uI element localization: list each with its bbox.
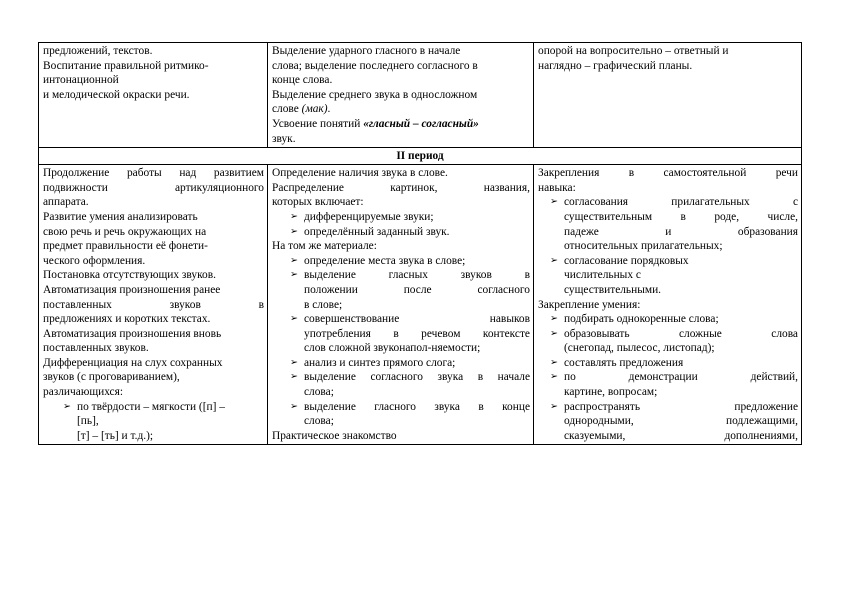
table-row-main xyxy=(39,165,802,445)
arrow-bullet-icon: ➢ xyxy=(290,314,298,325)
text-line: положении после согласного xyxy=(304,283,530,296)
arrow-bullet-icon: ➢ xyxy=(290,211,298,222)
arrow-bullet-icon: ➢ xyxy=(550,372,558,383)
arrow-bullet-icon: ➢ xyxy=(550,314,558,325)
text-line: распространять предложение xyxy=(564,400,798,413)
text-line: звук. xyxy=(272,132,296,145)
text-line: Постановка отсутствующих звуков. xyxy=(43,269,216,282)
cell-top-col2 xyxy=(268,43,534,148)
text-line: Закрепление умения: xyxy=(538,298,641,311)
text-line: Автоматизация произношения ранее xyxy=(43,283,221,296)
list-item xyxy=(538,400,798,444)
text-line: однородными, подлежащими, xyxy=(564,415,798,428)
text-line: Дифференциация на слух сохранных xyxy=(43,356,223,369)
list-item xyxy=(272,268,530,312)
text-line: [пь], xyxy=(77,415,99,428)
text-line: картине, вопросам; xyxy=(564,386,658,399)
text-line: ческого оформления. xyxy=(43,254,146,267)
text-line: слова; xyxy=(304,415,334,428)
text-line: Воспитание правильной ритмико- xyxy=(43,59,209,72)
text-line: аппарата. xyxy=(43,196,89,209)
concept-term: «гласный – согласный» xyxy=(363,117,479,130)
arrow-bullet-icon: ➢ xyxy=(550,401,558,412)
text-line: Определение наличия звука в слове. xyxy=(272,167,448,180)
period-heading: II период xyxy=(39,148,802,165)
text-line: звуков (с проговариванием), xyxy=(43,371,180,384)
text-line-mak xyxy=(272,102,530,117)
text-line-concept xyxy=(272,117,530,132)
text-line: Развитие умения анализировать xyxy=(43,210,198,223)
list-item-text xyxy=(77,400,264,444)
list-item-text xyxy=(564,370,798,399)
text-line: интонационной xyxy=(43,74,119,87)
list-item-text: определение места звука в слове; xyxy=(304,254,466,267)
arrow-bullet-icon: ➢ xyxy=(550,255,558,266)
text-line: сказуемыми, дополнениями, xyxy=(564,429,798,442)
list-item xyxy=(272,210,530,225)
text-line: слова; xyxy=(304,386,334,399)
text-line: относительных прилагательных; xyxy=(564,240,723,253)
list-item xyxy=(538,327,798,356)
text-line: слова; выделение последнего согласного в xyxy=(272,59,478,72)
list-item xyxy=(538,195,798,253)
speech-therapy-plan-table xyxy=(38,42,802,445)
text-line: совершенствование навыков xyxy=(304,313,530,326)
list-item-text xyxy=(304,400,530,429)
text-line: Выделение среднего звука в односложном xyxy=(272,88,478,101)
text-line: Закрепления в самостоятельной речи xyxy=(538,167,798,180)
arrow-bullet-icon: ➢ xyxy=(63,401,71,412)
cell-top-col1 xyxy=(39,43,268,148)
cell-main-col2 xyxy=(268,165,534,445)
text-line: Распределение картинок, названия, xyxy=(272,181,530,194)
table-row-period xyxy=(39,148,802,165)
text-line: свою речь и речь окружающих на xyxy=(43,225,207,238)
arrow-bullet-icon: ➢ xyxy=(290,357,298,368)
arrow-bullet-icon: ➢ xyxy=(290,372,298,383)
list-item-text xyxy=(564,327,798,356)
text-line: опорой на вопросительно – ответный и xyxy=(538,45,729,57)
text-line: (снегопад, пылесос, листопад); xyxy=(564,342,715,355)
arrow-bullet-icon: ➢ xyxy=(550,328,558,339)
arrow-bullet-icon: ➢ xyxy=(290,226,298,237)
arrow-bullet-icon: ➢ xyxy=(290,255,298,266)
list-item-text: дифференцируемые звуки; xyxy=(304,210,434,223)
text-line: На том же материале: xyxy=(272,240,377,253)
example-word: (мак) xyxy=(301,103,328,116)
text-line: числительных с xyxy=(564,269,641,282)
text-line: образовывать сложные слова xyxy=(564,327,798,340)
text-line: существительным в роде, числе, xyxy=(564,210,798,223)
text-line: предмет правильности её фонети- xyxy=(43,240,208,253)
list-item xyxy=(538,254,798,298)
table-row-top xyxy=(39,43,802,148)
text-line: в слове; xyxy=(304,298,343,311)
list-item xyxy=(272,254,530,269)
text-line: Автоматизация произношения вновь xyxy=(43,327,222,340)
list-item-text xyxy=(564,195,798,253)
text-fragment: Усвоение понятий xyxy=(272,117,364,130)
list-item xyxy=(272,400,530,429)
text-line: поставленных звуков в xyxy=(43,298,264,311)
list-item-text xyxy=(304,370,530,399)
text-line: Выделение ударного гласного в начале xyxy=(272,45,461,57)
text-line: падеже и образования xyxy=(564,225,798,238)
text-line: слов сложной звуконапол-няемости; xyxy=(304,342,481,355)
text-line: предложениях и коротких текстах. xyxy=(43,313,211,326)
list-item-text xyxy=(564,400,798,444)
arrow-bullet-icon: ➢ xyxy=(550,357,558,368)
text-line: согласования прилагательных с xyxy=(564,196,798,209)
list-item-text: подбирать однокоренные слова; xyxy=(564,313,719,326)
list-item-text: определённый заданный звук. xyxy=(304,225,450,238)
text-line: подвижности артикуляционного xyxy=(43,181,264,194)
list-item xyxy=(272,312,530,356)
arrow-bullet-icon: ➢ xyxy=(550,197,558,208)
text-line: конце слова. xyxy=(272,74,333,87)
text-line: Практическое знакомство xyxy=(272,429,397,442)
list-item xyxy=(272,225,530,240)
list-item xyxy=(43,400,264,444)
list-item-text xyxy=(304,312,530,356)
text-line: по демонстрации действий, xyxy=(564,371,798,384)
text-line: поставленных звуков. xyxy=(43,342,149,355)
text-line: употребления в речевом контексте xyxy=(304,327,530,340)
cell-top-col3 xyxy=(534,43,802,148)
list-item xyxy=(538,370,798,399)
list-item xyxy=(272,370,530,399)
list-item-text: составлять предложения xyxy=(564,356,684,369)
text-line: предложений, текстов. xyxy=(43,45,153,57)
text-line: согласование порядковых xyxy=(564,254,689,267)
list-item-text xyxy=(564,254,798,298)
text-line: [т] – [ть] и т.д.); xyxy=(77,429,154,442)
text-line: существительными. xyxy=(564,283,662,296)
list-item-text: анализ и синтез прямого слога; xyxy=(304,356,456,369)
text-line: и мелодической окраски речи. xyxy=(43,88,190,101)
cell-main-col3 xyxy=(534,165,802,445)
text-line: выделение гласных звуков в xyxy=(304,269,530,282)
list-item xyxy=(538,356,798,371)
text-line: выделение гласного звука в конце xyxy=(304,400,530,413)
arrow-bullet-icon: ➢ xyxy=(290,270,298,281)
list-item-text xyxy=(304,268,530,312)
arrow-bullet-icon: ➢ xyxy=(290,401,298,412)
cell-main-col1 xyxy=(39,165,268,445)
text-line: наглядно – графический планы. xyxy=(538,59,693,72)
text-line: Продолжение работы над развитием xyxy=(43,167,264,180)
text-line: по твёрдости – мягкости ([п] – xyxy=(77,400,225,413)
text-fragment: слове xyxy=(272,103,302,116)
list-item xyxy=(538,312,798,327)
text-fragment: . xyxy=(327,103,331,116)
text-line: которых включает: xyxy=(272,196,364,209)
list-item xyxy=(272,356,530,371)
text-line: различающихся: xyxy=(43,386,124,399)
text-line: выделение согласного звука в начале xyxy=(304,371,530,384)
text-line: навыка: xyxy=(538,181,576,194)
